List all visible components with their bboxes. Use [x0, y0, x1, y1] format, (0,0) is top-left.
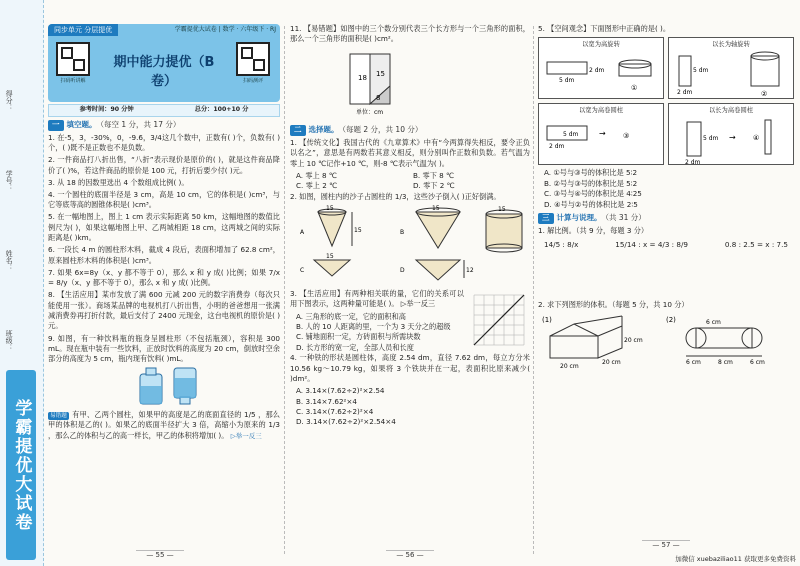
calc-1-items	[544, 240, 788, 300]
section-3-number: 三	[538, 213, 554, 224]
qr-right-caption: 扫码测评	[242, 78, 263, 84]
field-student-id: 学号：	[5, 170, 14, 191]
left-sidebar	[0, 0, 44, 566]
option-b[interactable]: B. 零下 8 ℃	[413, 170, 455, 180]
section-3-note: （共 31 分）	[601, 213, 646, 223]
header-tab: 同步单元 分层提优	[48, 24, 118, 36]
rectangles-figure	[290, 46, 530, 118]
question-1-11: 11. 【易错题】如图中的三个数分别代表三个长方形与一个三角形的面积，那么一个三角形的面积是( )cm²。	[290, 24, 530, 44]
q5-option-b[interactable]: B. ②号与③号的体积比是 5∶2	[544, 178, 638, 188]
q3-option-b[interactable]: B. 人的 10 人距离的里，一个为 3 天分之的超级	[296, 321, 451, 331]
bottle-figure	[48, 366, 280, 406]
time-limit: 参考时间：90 分钟	[79, 106, 134, 113]
column-2	[290, 24, 530, 428]
option-a[interactable]: A. 零上 8 ℃	[296, 170, 337, 180]
question-1-7: 7. 如果 6x=8y（x、y 都不等于 0），那么 x 和 y 成( )比例；如果 7/x = 8/y（x、y 都不等于 0），那么 x 和 y 成( )比例。	[48, 267, 280, 288]
exam-header	[48, 24, 280, 102]
unit-label: 单位：cm	[356, 109, 384, 117]
proportion-graph	[468, 289, 530, 351]
question-1-9: 9. 如图，有一种饮料瓶的瓶身呈圆柱形（不包括瓶颈），容积是 300 mL。现在瓶中装有一些饮料，正放时饮料的高度为 20 cm，倒放时空余部分的高度为 5 cm，瓶内现有饮料( )mL。	[48, 333, 280, 364]
column-3	[538, 24, 794, 375]
header-meta: 学霸提优大试卷 | 数学 · 六年级下 · RJ	[174, 26, 276, 33]
section-2-number: 二	[290, 125, 306, 136]
q3-option-d[interactable]: D. 长方形的宽一定，全部人员和长度	[296, 342, 414, 352]
q5-panel-4	[668, 103, 794, 165]
section-1-label: 填空题。	[66, 120, 97, 129]
page-number-55	[130, 550, 190, 560]
area-label-18: 18	[358, 74, 367, 83]
page-number-57	[636, 540, 696, 550]
q4-option-d[interactable]: D. 3.14×(7.62÷2)²×2.54×4	[296, 417, 396, 427]
fig-label-15d: 15	[498, 205, 506, 213]
exam-title: 期中能力提优（B 卷）	[113, 55, 215, 89]
fig-label-15e: 15	[326, 252, 334, 260]
q3-option-a[interactable]: A. 三角形的底一定，它的面积和高	[296, 311, 406, 321]
q5-p1-dim2: 5 dm	[559, 77, 575, 85]
q5-p3-dim2: 5 dm	[563, 131, 579, 139]
fig2-label-d: 8 cm	[718, 358, 733, 366]
section-3-label: 计算与说理。	[556, 213, 602, 223]
page-number-56	[380, 550, 440, 560]
q5-p3-mark: ③	[623, 132, 630, 141]
fig-opt-b[interactable]: B	[400, 228, 405, 236]
fig2-number: (2)	[666, 315, 676, 324]
field-class: 班级：	[5, 330, 14, 351]
page-number-56-text: — 56 —	[386, 550, 433, 559]
question-2-1: 1. 【传统文化】我国古代的《九章算术》中有“今两算得失相反，要令正负以名之”，意思是有两数若其意义相反，则分别叫作正数和负数。若气温为零上 10 ℃记作+10 ℃，则-8 ℃表示气温为( )。	[290, 137, 530, 168]
fig2-label-c: 6 cm	[750, 358, 765, 366]
q10-text: 有甲、乙两个圆柱，如果甲的高度是乙的底面直径的 1/5 ，那么甲的体积是乙的( )。如果乙的底面半径扩大 3 倍，高缩小为原来的 1/3 ，那么乙的体积与乙的高一样长，甲乙的体积将增加( )。	[48, 409, 280, 440]
q5-option-d[interactable]: D. ④号与②号的体积比是 2∶5	[544, 199, 638, 209]
q5-p2-dim2: 2 dm	[677, 89, 693, 97]
q4-option-c[interactable]: C. 3.14×(7.62÷2)²×4	[296, 407, 374, 417]
field-score: 得分：	[5, 90, 14, 111]
q5-p2-dim1: 5 dm	[693, 67, 709, 75]
question-1-2: 2. 一件商品打八折出售，“八折”表示现价是原价的( )，就是这件商品降价了( )%，若这件商品的原价是 100 元，打折后要少付( )元。	[48, 155, 280, 175]
q5-panel-1-caption: 以宽为高旋转	[582, 41, 620, 49]
q5-option-a[interactable]: A. ①号与③号的体积比是 5∶2	[544, 168, 638, 178]
question-2-3: 3. 【生活应用】有两种相关联的量，它们的关系可以用下图表示，这两种量可能是( )。 ▷举一反三	[290, 289, 464, 309]
fig-opt-a[interactable]: A	[300, 228, 305, 236]
q5-p4-dim2: 2 dm	[685, 159, 701, 167]
calc-1-item-3: 0.8 : 2.5 = x : 7.5	[724, 239, 788, 249]
calc-1-item-2: 15/14 : x = 4/3 : 8/9	[615, 239, 688, 249]
fig2-label-a: 6 cm	[706, 318, 721, 326]
fig-label-12: 12	[466, 266, 474, 274]
fig2-label-b: 6 cm	[686, 358, 701, 366]
q5-panel-4-caption: 以长为高卷圆柱	[708, 107, 754, 115]
question-1-6: 6. 一段长 4 m 的圆柱形木料，截成 4 段后，表面积增加了 62.8 cm²，原来圆柱形木料的体积是( )cm³。	[48, 245, 280, 265]
footer-note: 加微信 xuebaziliao11 获取更多免费资料	[675, 554, 796, 563]
q5-p1-mark: ①	[631, 84, 638, 93]
column-1	[48, 24, 280, 443]
qr-left-caption: 扫码听讲解	[60, 78, 86, 84]
option-d[interactable]: D. 零下 2 ℃	[413, 181, 455, 191]
q5-p1-dim1: 2 dm	[589, 67, 605, 75]
qr-code-left-icon[interactable]	[56, 42, 90, 76]
section-1-title	[48, 120, 280, 131]
question-2-2: 2. 如图，圆柱内的沙子占圆柱的 1/3，这些沙子倒入( )正好倒满。	[290, 191, 501, 201]
fig1-label-b: 20 cm	[602, 358, 621, 366]
brand-banner: 学霸提优大试卷	[6, 370, 36, 560]
q2-1-options	[296, 171, 530, 192]
qr-code-right-icon[interactable]	[236, 42, 270, 76]
q3-block	[290, 289, 530, 353]
area-label-8: 8	[376, 94, 381, 103]
q5-p4-mark: ④	[753, 134, 760, 143]
question-1-3: 3. 从 18 的因数里选出 4 个数组成比例( )。	[48, 177, 189, 187]
fig-label-15b: 15	[354, 226, 362, 234]
option-c[interactable]: C. 零上 2 ℃	[296, 181, 338, 191]
calc-1-title: 1. 解比例。（共 9 分，每题 3 分）	[538, 226, 649, 236]
fig1-label-c: 20 cm	[560, 362, 579, 370]
section-2-note: （每题 2 分，共 10 分）	[338, 124, 423, 134]
column-divider	[284, 26, 285, 554]
section-2-title	[290, 125, 530, 136]
q5-panel-2	[668, 37, 794, 99]
page-number-57-text: — 57 —	[642, 540, 689, 549]
page-number-55-text: — 55 —	[136, 550, 183, 559]
calc-1-item-1: 14/5 : 8/x	[544, 239, 579, 249]
section-3-title	[538, 213, 794, 224]
q4-option-b[interactable]: B. 3.14×7.62²×4	[296, 396, 358, 406]
question-2-4: 4. 一种铁的形状是圆柱体，高度 2.54 dm，直径 7.62 dm，每立方分米 10.56 kg～10.79 kg，如果将 3 个铁块并在一起，表面积比原来减少( )dm²。	[290, 353, 530, 384]
q3-option-c[interactable]: C. 铺地面积一定，方砖面积与所需块数	[296, 332, 421, 342]
fig-opt-d[interactable]: D	[400, 266, 405, 274]
q5-panel-2-caption: 以长为轴旋转	[712, 41, 750, 49]
total-score: 总分：100+10 分	[194, 106, 249, 113]
fig-label-15c: 15	[432, 204, 440, 212]
cone-cylinder-figure	[290, 204, 530, 286]
q5-panel-3-caption: 以宽为高卷圆柱	[578, 107, 624, 115]
column-divider-2	[533, 26, 534, 554]
calc-2-title: 2. 求下列图形的体积。（每题 5 分，共 10 分）	[538, 299, 689, 309]
q5-option-c[interactable]: C. ③号与④号的体积比是 4∶25	[544, 189, 642, 199]
question-1-5: 5. 在一幅地图上，图上 1 cm 表示实际距离 50 km，这幅地图的数值比例尺为( )，如果这幅地图上甲、乙两城相距 18 cm，这两城之间的实际距离是( )km。	[48, 212, 280, 243]
q5-p4-arrow-icon: →	[729, 133, 736, 143]
q5-p3-dim1: 2 dm	[549, 143, 565, 151]
fig1-number: (1)	[542, 315, 552, 324]
q5-panel-1	[538, 37, 664, 99]
question-1-10	[48, 410, 280, 441]
bottle-inverted-icon	[174, 368, 196, 404]
question-2-5: 5. 【空间观念】下面图形中正确的是( )。	[538, 24, 671, 33]
section-1-number: 一	[48, 120, 64, 131]
q5-panels	[538, 37, 794, 165]
question-1-8: 8. 【生活应用】某市发放了满 600 元减 200 元的数字消费券（每次只能使用一张）。商场某品牌的电视机打八折出售，小明的爸爸想用一张满减消费券再打折付款，最后支付了 2400 元现金，这台电视机的原价是( )元。	[48, 290, 281, 331]
q5-p4-dim1: 5 dm	[703, 135, 719, 143]
q10-practice-link[interactable]: ▷举一反三	[230, 431, 262, 440]
section-1-note: （每空 1 分，共 17 分）	[96, 120, 181, 129]
q5-panel-3	[538, 103, 664, 165]
question-1-1: 1. 在-5，3，-30%，0，-9.6，3/4这几个数中，正数有( )个，负数有( )个，( )既不是正数也不是负数。	[48, 132, 280, 153]
house-prism-icon	[550, 316, 622, 358]
q5-p3-arrow-icon: →	[599, 129, 606, 139]
section-2-label: 选择题。	[308, 124, 339, 134]
fig1-label-a: 20 cm	[624, 336, 643, 344]
volume-figures	[538, 312, 794, 372]
capsule-cylinder-icon	[686, 328, 762, 356]
fig-opt-c[interactable]: C	[300, 266, 305, 274]
area-label-15: 15	[376, 70, 385, 79]
q4-option-a[interactable]: A. 3.14×(7.62÷2)²×2.54	[296, 386, 385, 396]
bottle-upright-icon	[140, 368, 162, 404]
time-score-bar	[48, 104, 280, 117]
field-name: 姓名：	[5, 250, 14, 271]
q5-p2-mark: ②	[761, 90, 768, 99]
fig-label-15a: 15	[326, 204, 334, 212]
question-1-4: 4. 一个圆柱的底面半径是 3 cm，高是 10 cm，它的体积是( )cm³，与它等底等高的圆锥体积是( )cm³。	[48, 189, 280, 210]
q10-tag: 易错题	[50, 412, 67, 419]
